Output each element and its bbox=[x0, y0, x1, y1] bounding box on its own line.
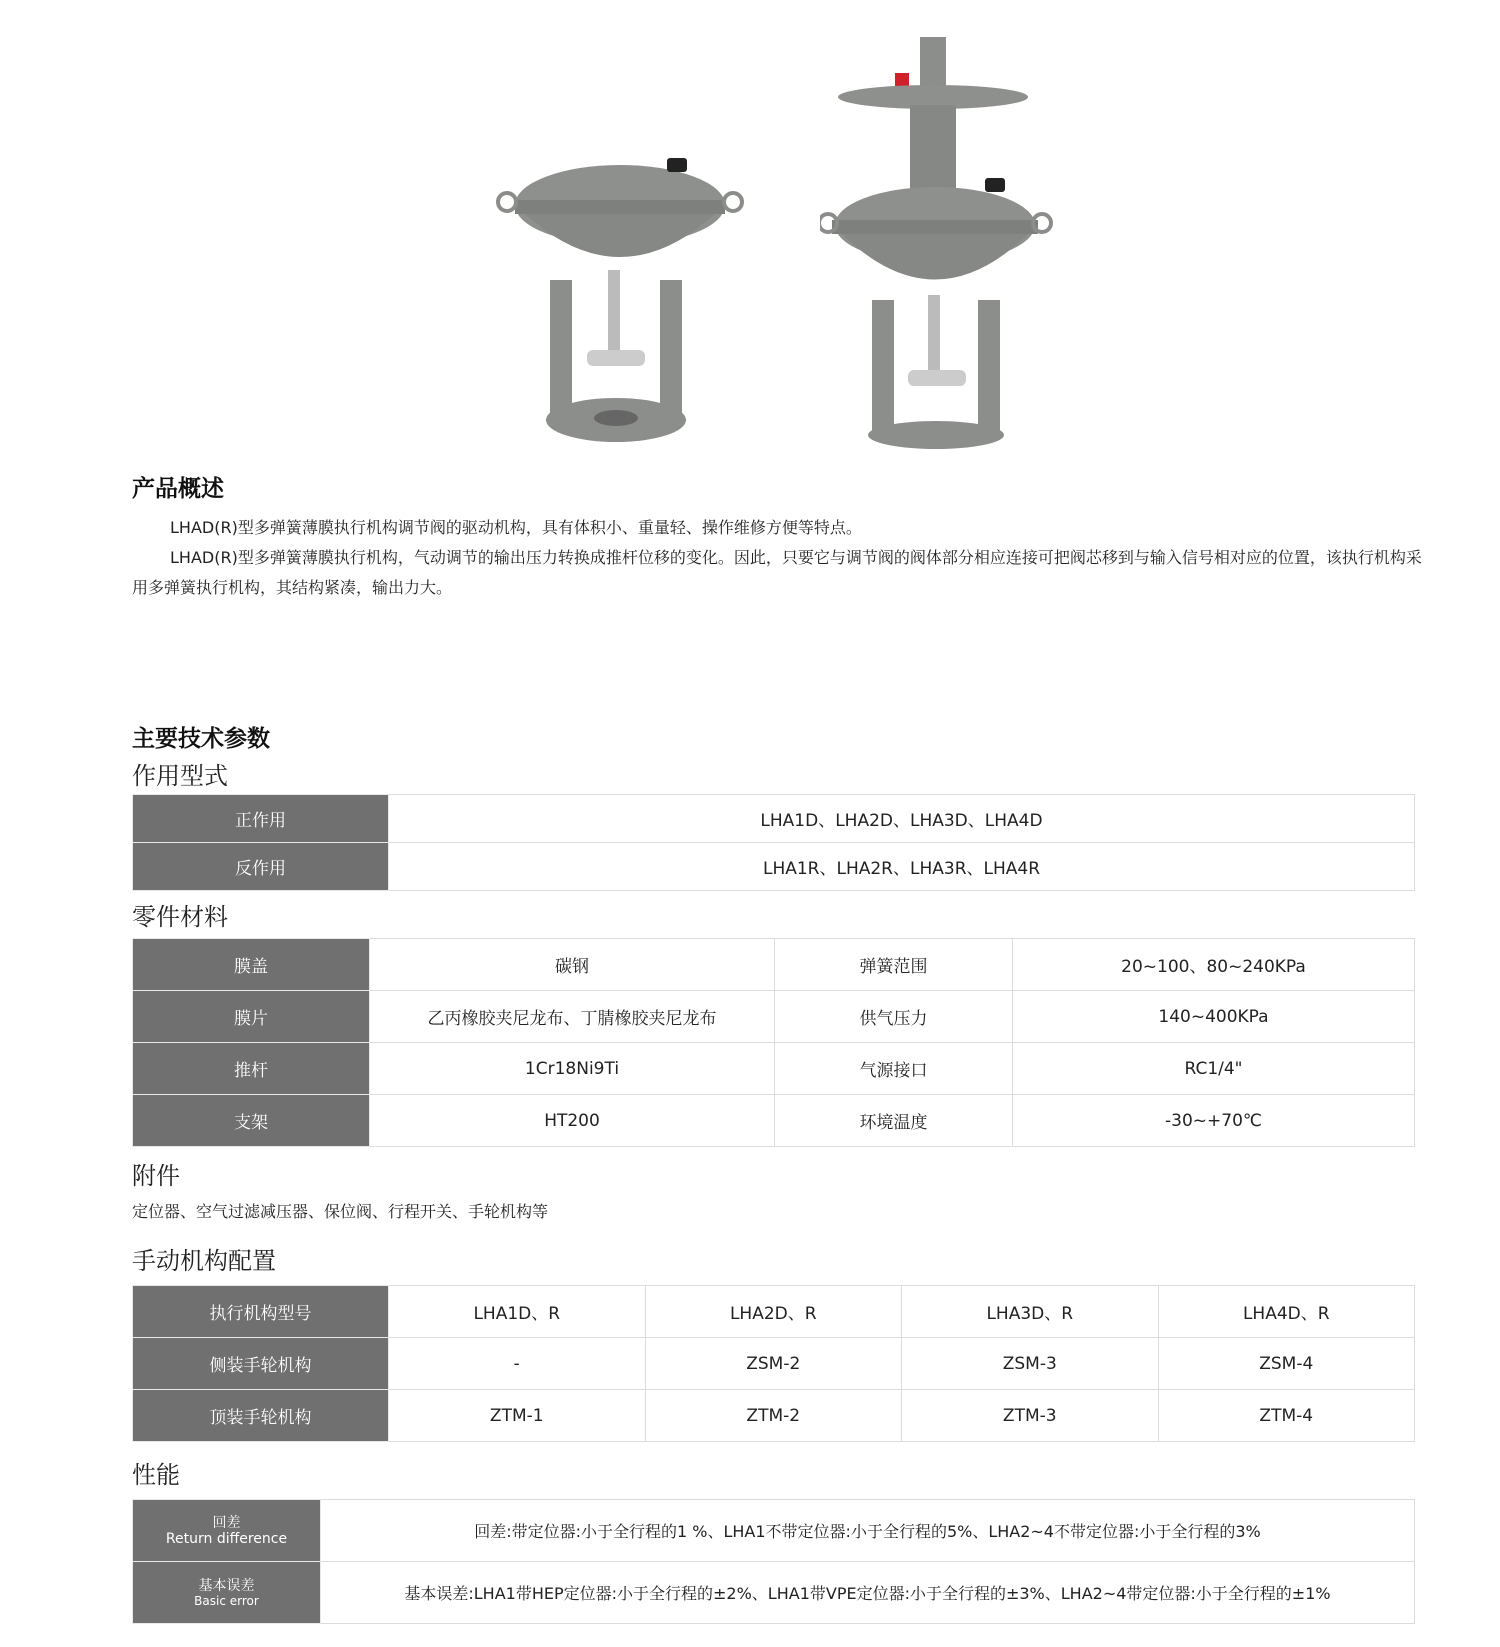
label-en: Basic error bbox=[194, 1593, 259, 1608]
cell-label: 弹簧范围 bbox=[775, 939, 1013, 991]
table-row bbox=[133, 1390, 1415, 1442]
cell-value: LHA4D、R bbox=[1158, 1286, 1415, 1338]
cell-value: ZTM-3 bbox=[902, 1390, 1159, 1442]
actuator-image-standard bbox=[495, 150, 745, 450]
overview-title: 产品概述 bbox=[132, 476, 224, 502]
cell-value: 20~100、80~240KPa bbox=[1013, 939, 1415, 991]
table-row bbox=[133, 939, 1415, 991]
cell-label: 供气压力 bbox=[775, 991, 1013, 1043]
cell-value: 乙丙橡胶夹尼龙布、丁腈橡胶夹尼龙布 bbox=[370, 991, 775, 1043]
cell-value: 1Cr18Ni9Ti bbox=[370, 1043, 775, 1095]
performance-table bbox=[132, 1499, 1415, 1624]
cell-value: - bbox=[389, 1338, 646, 1390]
manual-config-table bbox=[132, 1285, 1415, 1442]
cell-label: 环境温度 bbox=[775, 1095, 1013, 1147]
cell-value: 140~400KPa bbox=[1013, 991, 1415, 1043]
cell-label: 执行机构型号 bbox=[133, 1286, 389, 1338]
row-label: 正作用 bbox=[133, 795, 389, 843]
table-row bbox=[133, 1562, 1415, 1624]
table-row bbox=[133, 1338, 1415, 1390]
label-en: Return difference bbox=[165, 1530, 288, 1547]
specs-title: 主要技术参数 bbox=[132, 726, 270, 752]
cell-label: 支架 bbox=[133, 1095, 370, 1147]
actuator-image-handwheel bbox=[820, 35, 1055, 450]
cell-value: LHA2D、R bbox=[645, 1286, 902, 1338]
cell-value: 碳钢 bbox=[370, 939, 775, 991]
action-type-title: 作用型式 bbox=[132, 762, 228, 790]
table-row bbox=[133, 1095, 1415, 1147]
accessories-text: 定位器、空气过滤减压器、保位阀、行程开关、手轮机构等 bbox=[132, 1202, 549, 1221]
cell-value: ZSM-2 bbox=[645, 1338, 902, 1390]
cell-value: -30~+70℃ bbox=[1013, 1095, 1415, 1147]
row-value: 基本误差:LHA1带HEP定位器:小于全行程的±2%、LHA1带VPE定位器:小于全行程的±3%、LHA2~4带定位器:小于全行程的±1% bbox=[321, 1562, 1415, 1624]
cell-value: RC1/4" bbox=[1013, 1043, 1415, 1095]
performance-title: 性能 bbox=[132, 1461, 180, 1489]
cell-value: ZSM-4 bbox=[1158, 1338, 1415, 1390]
row-value: LHA1D、LHA2D、LHA3D、LHA4D bbox=[389, 795, 1415, 843]
row-value: LHA1R、LHA2R、LHA3R、LHA4R bbox=[389, 843, 1415, 891]
cell-value: HT200 bbox=[370, 1095, 775, 1147]
cell-value: ZTM-2 bbox=[645, 1390, 902, 1442]
overview-paragraph-2: LHAD(R)型多弹簧薄膜执行机构，气动调节的输出压力转换成推杆位移的变化。因此，只要它与调节阀的阀体部分相应连接可把阀芯移到与输入信号相对应的位置，该执行机构采用多弹簧执行机构，其结构紧凑，输出力大。 bbox=[132, 548, 1422, 597]
cell-value: LHA3D、R bbox=[902, 1286, 1159, 1338]
cell-value: ZSM-3 bbox=[902, 1338, 1159, 1390]
accessories-title: 附件 bbox=[132, 1162, 180, 1190]
cell-label: 顶装手轮机构 bbox=[133, 1390, 389, 1442]
action-type-table bbox=[132, 794, 1415, 891]
cell-value: ZTM-4 bbox=[1158, 1390, 1415, 1442]
table-row bbox=[133, 1286, 1415, 1338]
row-label bbox=[133, 1562, 321, 1624]
row-label bbox=[133, 1500, 321, 1562]
overview-paragraph-1: LHAD(R)型多弹簧薄膜执行机构调节阀的驱动机构，具有体积小、重量轻、操作维修方便等特点。 bbox=[170, 518, 862, 537]
table-row bbox=[133, 843, 1415, 891]
cell-label: 气源接口 bbox=[775, 1043, 1013, 1095]
cell-label: 推杆 bbox=[133, 1043, 370, 1095]
cell-value: LHA1D、R bbox=[389, 1286, 646, 1338]
materials-table bbox=[132, 938, 1415, 1147]
table-row bbox=[133, 991, 1415, 1043]
cell-label: 膜片 bbox=[133, 991, 370, 1043]
cell-value: ZTM-1 bbox=[389, 1390, 646, 1442]
cell-label: 侧装手轮机构 bbox=[133, 1338, 389, 1390]
cell-label: 膜盖 bbox=[133, 939, 370, 991]
table-row bbox=[133, 795, 1415, 843]
label-cn: 基本误差 bbox=[198, 1577, 255, 1594]
label-cn: 回差 bbox=[212, 1514, 241, 1531]
manual-config-title: 手动机构配置 bbox=[132, 1247, 276, 1275]
row-label: 反作用 bbox=[133, 843, 389, 891]
row-value: 回差:带定位器:小于全行程的1 %、LHA1不带定位器:小于全行程的5%、LHA2~4不带定位器:小于全行程的3% bbox=[321, 1500, 1415, 1562]
materials-title: 零件材料 bbox=[132, 903, 228, 931]
table-row bbox=[133, 1043, 1415, 1095]
table-row bbox=[133, 1500, 1415, 1562]
